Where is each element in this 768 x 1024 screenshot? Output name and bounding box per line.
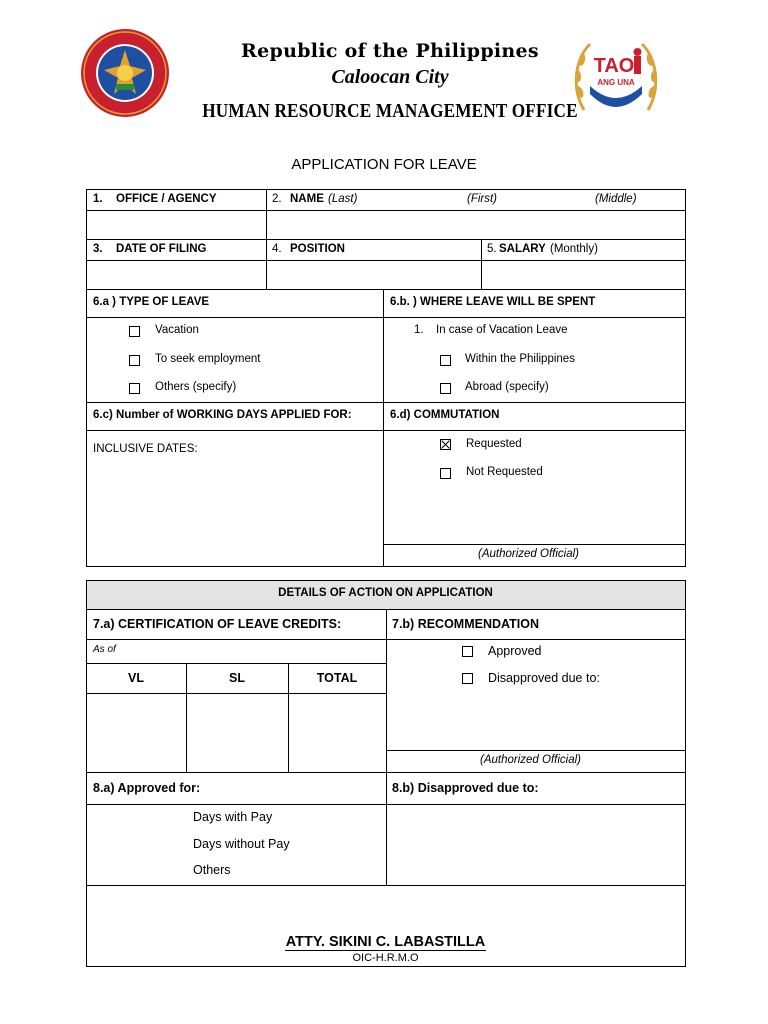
seek-employment-checkbox[interactable] <box>129 355 140 366</box>
disapproved-reason-heading: 8.b) Disapproved due to: <box>392 781 539 795</box>
recommendation-official-label: (Authorized Official) <box>480 754 581 766</box>
others-leave-label: Others (specify) <box>155 381 237 393</box>
vacation-label: Vacation <box>155 324 199 336</box>
working-days-field[interactable] <box>87 431 382 566</box>
days-without-pay-label: Days without Pay <box>193 837 290 851</box>
sl-value-cell[interactable] <box>187 694 287 771</box>
leave-credits-heading: 7.a) CERTIFICATION OF LEAVE CREDITS: <box>93 617 342 631</box>
vacation-case-number: 1. <box>414 324 424 336</box>
name-number: 2. <box>272 193 282 205</box>
vl-value-cell[interactable] <box>87 694 185 771</box>
vacation-case-label: In case of Vacation Leave <box>436 324 568 336</box>
others-approved-label: Others <box>193 863 231 877</box>
disapproved-reason-field[interactable] <box>387 805 685 884</box>
salary-note: (Monthly) <box>550 243 598 255</box>
working-days-heading: 6.c) Number of WORKING DAYS APPLIED FOR: <box>93 409 352 421</box>
commutation-official-label: (Authorized Official) <box>478 548 579 560</box>
position-label: POSITION <box>290 243 345 255</box>
recommendation-heading: 7.b) RECOMMENDATION <box>392 617 539 631</box>
requested-checkbox[interactable] <box>440 439 451 450</box>
commutation-heading: 6.d) COMMUTATION <box>390 409 500 421</box>
office-agency-label: OFFICE / AGENCY <box>116 193 217 205</box>
signatory-name: ATTY. SIKINI C. LABASTILLA <box>285 934 486 950</box>
as-of-label: As of <box>93 644 116 655</box>
sl-column-header: SL <box>229 671 245 685</box>
not-requested-label: Not Requested <box>466 466 543 478</box>
date-filing-field[interactable] <box>87 261 265 288</box>
disapproved-checkbox[interactable] <box>462 673 473 684</box>
approved-checkbox[interactable] <box>462 646 473 657</box>
date-filing-number: 3. <box>93 243 103 255</box>
approved-label: Approved <box>488 644 542 658</box>
within-philippines-checkbox[interactable] <box>440 355 451 366</box>
total-value-cell[interactable] <box>289 694 385 771</box>
vacation-checkbox[interactable] <box>129 326 140 337</box>
abroad-checkbox[interactable] <box>440 383 451 394</box>
abroad-label: Abroad (specify) <box>465 381 549 393</box>
office-heading: HUMAN RESOURCE MANAGEMENT OFFICE <box>202 100 578 122</box>
svg-text:ANG UNA: ANG UNA <box>597 78 635 87</box>
position-number: 4. <box>272 243 282 255</box>
others-leave-checkbox[interactable] <box>129 383 140 394</box>
within-philippines-label: Within the Philippines <box>465 353 575 365</box>
disapproved-label: Disapproved due to: <box>488 671 600 685</box>
vl-column-header: VL <box>128 671 144 685</box>
position-field[interactable] <box>267 261 480 288</box>
salary-number: 5. <box>487 243 497 255</box>
tao-ang-una-logo <box>570 30 662 122</box>
form-title: APPLICATION FOR LEAVE <box>291 156 477 173</box>
action-heading: DETAILS OF ACTION ON APPLICATION <box>278 587 493 599</box>
approved-for-heading: 8.a) Approved for: <box>93 781 201 795</box>
not-requested-checkbox[interactable] <box>440 468 451 479</box>
office-agency-field[interactable] <box>87 211 265 238</box>
office-agency-number: 1. <box>93 193 103 205</box>
seek-employment-label: To seek employment <box>155 353 261 365</box>
name-first-label: (First) <box>467 193 498 205</box>
type-of-leave-heading: 6.a ) TYPE OF LEAVE <box>93 296 210 308</box>
republic-heading: Republic of the Philippines <box>241 40 539 62</box>
letterhead <box>70 22 690 144</box>
salary-field[interactable] <box>482 261 685 288</box>
name-last-label: (Last) <box>328 193 358 205</box>
svg-text:TAO: TAO <box>593 55 635 77</box>
requested-label: Requested <box>466 438 522 450</box>
signatory-title: OIC-H.R.M.O <box>352 952 419 964</box>
inclusive-dates-label: INCLUSIVE DATES: <box>93 443 198 455</box>
date-filing-label: DATE OF FILING <box>116 243 207 255</box>
name-field[interactable] <box>267 211 685 238</box>
name-middle-label: (Middle) <box>595 193 637 205</box>
name-label: NAME <box>290 193 324 205</box>
days-with-pay-label: Days with Pay <box>193 810 273 824</box>
caloocan-city-seal <box>80 28 170 118</box>
total-column-header: TOTAL <box>316 671 358 685</box>
salary-label: SALARY <box>499 243 546 255</box>
where-leave-spent-heading: 6.b. ) WHERE LEAVE WILL BE SPENT <box>390 296 596 308</box>
city-heading: Caloocan City <box>331 66 449 88</box>
